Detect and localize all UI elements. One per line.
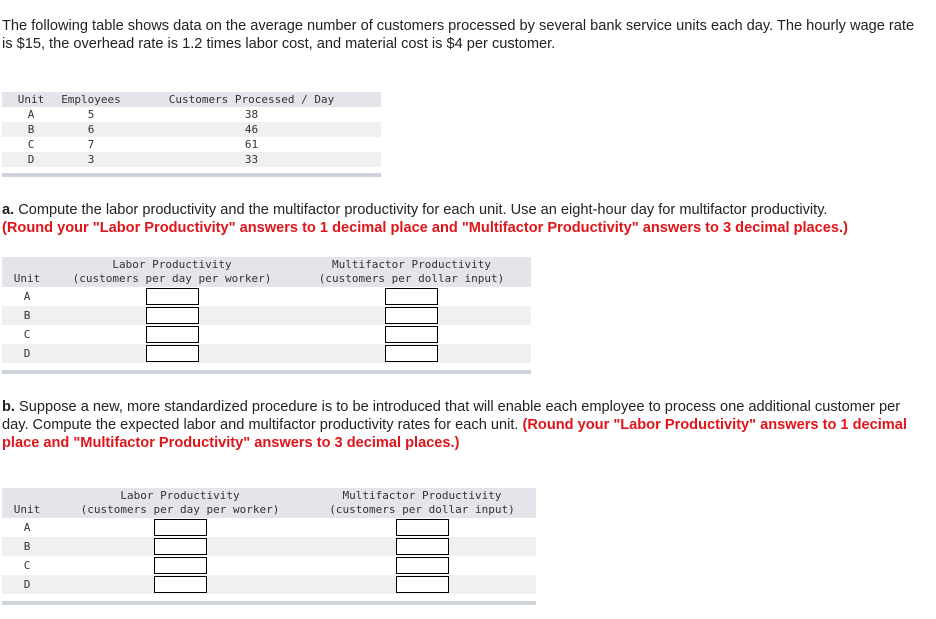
- unit-cell: C: [23, 559, 31, 572]
- part-b-question: Suppose a new, more standardized procedure is to be introduced that will enable each employee to process one additional customer per day. Compute the expected labor and multifactor productivity rates for each unit.: [2, 399, 901, 433]
- multifactor-productivity-header: [292, 257, 531, 287]
- unit-cell: B: [27, 123, 35, 136]
- table-bottom-border: [2, 370, 531, 374]
- intro-text: The following table shows data on the average number of customers processed by several bank service units each day. The hourly wage rate is $15, the overhead rate is 1.2 times labor cost, and material cost is $4 per customer.: [2, 18, 915, 52]
- unit-cell: B: [23, 309, 31, 322]
- table-row: [2, 325, 531, 344]
- part-b-text: [2, 398, 927, 452]
- part-a-text: [2, 201, 927, 237]
- labor-header-line1: Labor Productivity: [112, 258, 232, 271]
- unit-header: Unit: [17, 93, 45, 106]
- labor-productivity-input-c[interactable]: [146, 326, 199, 343]
- unit-cell: D: [23, 347, 31, 360]
- unit-cell: C: [27, 138, 35, 151]
- labor-header-line2: (customers per day per worker): [72, 272, 272, 285]
- answer-table-a: [2, 257, 531, 363]
- data-table: [2, 92, 381, 167]
- table-row: [2, 122, 381, 137]
- table-row: [2, 537, 536, 556]
- multifactor-productivity-input-c[interactable]: [396, 557, 449, 574]
- employees-cell: 5: [87, 108, 95, 121]
- multifactor-productivity-input-d[interactable]: [396, 576, 449, 593]
- employees-cell: 6: [87, 123, 95, 136]
- labor-productivity-input-a[interactable]: [146, 288, 199, 305]
- table-row: [2, 575, 536, 594]
- answer-table-b: [2, 488, 536, 594]
- table-bottom-border: [2, 173, 381, 177]
- part-a-instruction: (Round your "Labor Productivity" answers to 1 decimal place and "Multifactor Productivity" answers to 3 decimal places.): [2, 220, 848, 236]
- unit-cell: A: [27, 108, 35, 121]
- unit-header: Unit: [13, 272, 41, 285]
- unit-cell: D: [27, 153, 35, 166]
- multi-header-line2: (customers per dollar input): [329, 503, 515, 516]
- part-b-instruction: (Round your "Labor Productivity" answers to 1 decimal place and "Multifactor Productivity" answers to 3 decimal places.): [2, 417, 907, 451]
- part-a-question: Compute the labor productivity and the multifactor productivity for each unit. Use an eight-hour day for multifactor productivity.: [14, 202, 828, 218]
- multi-header-line1: Multifactor Productivity: [332, 258, 491, 271]
- unit-header: Unit: [13, 503, 41, 516]
- employees-cell: 7: [87, 138, 95, 151]
- customers-cell: 61: [244, 138, 259, 151]
- labor-header-line1: Labor Productivity: [120, 489, 240, 502]
- labor-productivity-input-c[interactable]: [154, 557, 207, 574]
- table-row: [2, 287, 531, 306]
- unit-cell: A: [23, 521, 31, 534]
- customers-header: Customers Processed / Day: [168, 93, 335, 106]
- table-row: [2, 518, 536, 537]
- unit-cell: D: [23, 578, 31, 591]
- part-a-label: a.: [2, 202, 15, 218]
- labor-productivity-input-a[interactable]: [154, 519, 207, 536]
- table-row: [2, 556, 536, 575]
- unit-cell: C: [23, 328, 31, 341]
- customers-cell: 38: [244, 108, 259, 121]
- employees-cell: 3: [87, 153, 95, 166]
- labor-header-line2: (customers per day per worker): [80, 503, 280, 516]
- multifactor-productivity-input-c[interactable]: [385, 326, 438, 343]
- labor-productivity-header: [52, 488, 308, 518]
- multifactor-productivity-input-a[interactable]: [385, 288, 438, 305]
- labor-productivity-header: [52, 257, 292, 287]
- multifactor-productivity-input-a[interactable]: [396, 519, 449, 536]
- unit-cell: B: [23, 540, 31, 553]
- multi-header-line2: (customers per dollar input): [318, 272, 505, 285]
- table-row: [2, 152, 381, 167]
- multifactor-productivity-input-b[interactable]: [385, 307, 438, 324]
- multifactor-productivity-header: [308, 488, 536, 518]
- customers-cell: 33: [244, 153, 259, 166]
- multifactor-productivity-input-d[interactable]: [385, 345, 438, 362]
- labor-productivity-input-d[interactable]: [154, 576, 207, 593]
- table-row: [2, 107, 381, 122]
- labor-productivity-input-d[interactable]: [146, 345, 199, 362]
- labor-productivity-input-b[interactable]: [154, 538, 207, 555]
- multifactor-productivity-input-b[interactable]: [396, 538, 449, 555]
- table-row: [2, 137, 381, 152]
- part-b-label: b.: [2, 399, 15, 415]
- unit-cell: A: [23, 290, 31, 303]
- customers-cell: 46: [244, 123, 259, 136]
- table-row: [2, 306, 531, 325]
- employees-header: Employees: [61, 93, 121, 106]
- multi-header-line1: Multifactor Productivity: [342, 489, 502, 502]
- labor-productivity-input-b[interactable]: [146, 307, 199, 324]
- table-bottom-border: [2, 601, 536, 605]
- table-row: [2, 344, 531, 363]
